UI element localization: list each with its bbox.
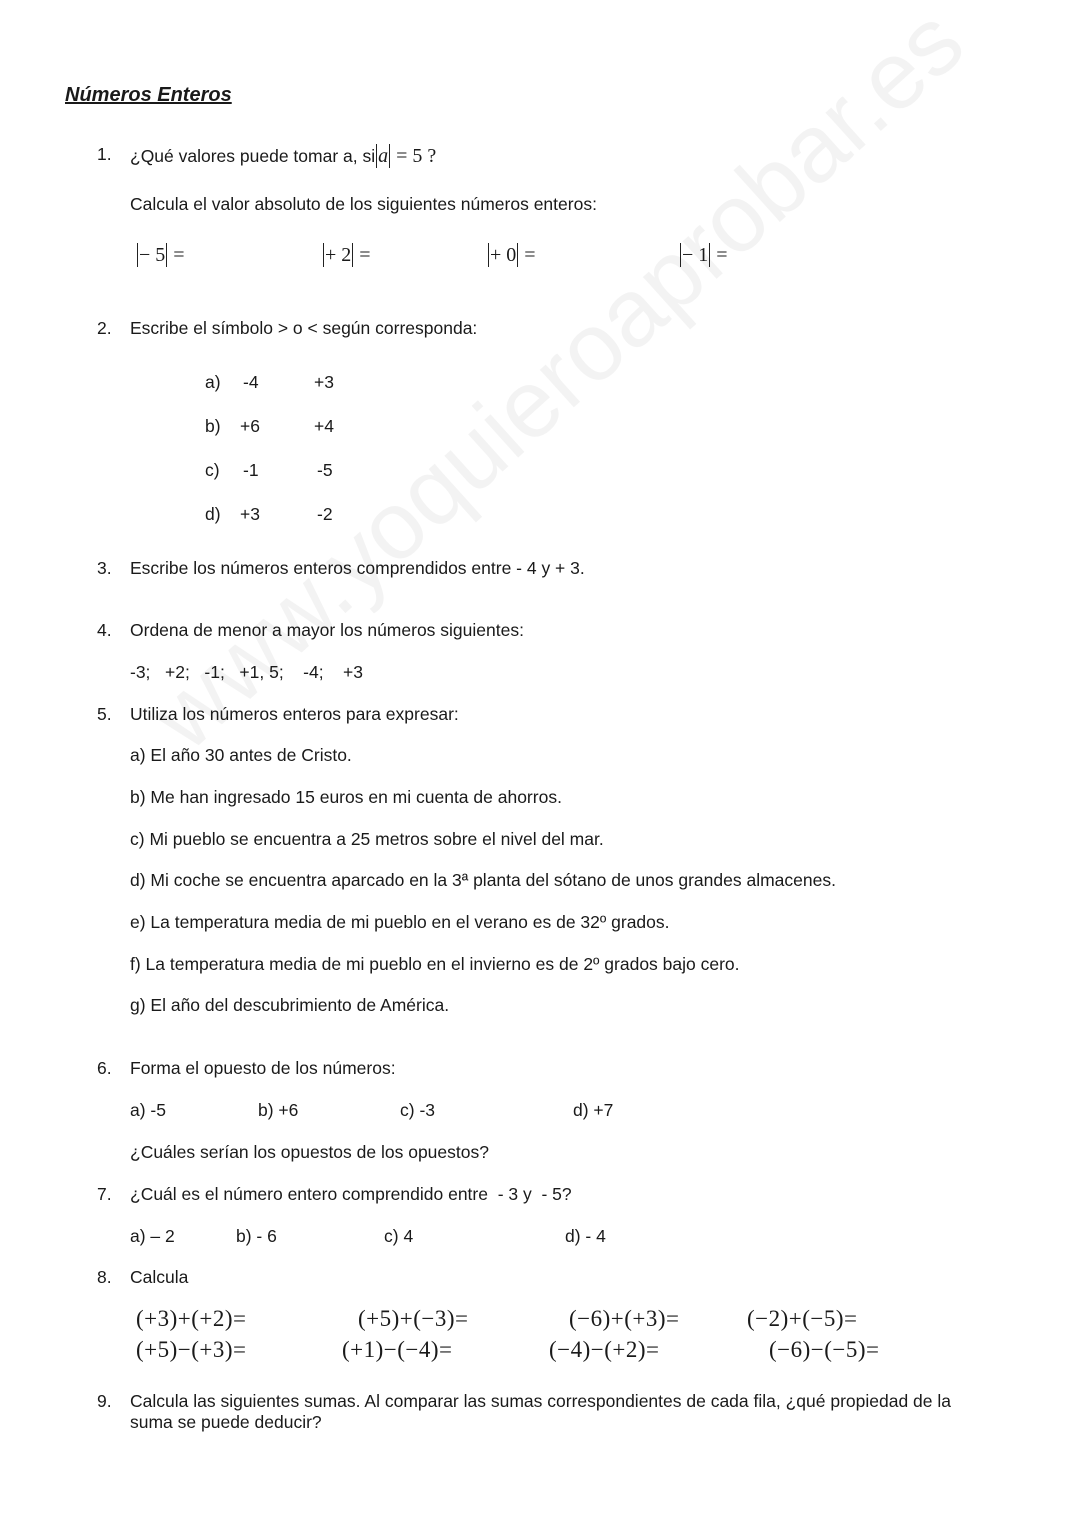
q2-number: 2. <box>97 318 112 338</box>
q6-text: Forma el opuesto de los números: <box>130 1058 396 1078</box>
q2-row-c-left: -1 <box>243 460 259 480</box>
q7-text: ¿Cuál es el número entero comprendido entre - 3 y - 5? <box>130 1184 572 1204</box>
q1-question <box>130 144 436 168</box>
q5-item-a: a) El año 30 antes de Cristo. <box>130 745 352 765</box>
q8-expr-r1-c1: (+3)+(+2)= <box>136 1306 247 1331</box>
q8-expr-r1-c4: (−2)+(−5)= <box>747 1306 858 1331</box>
q4-text: Ordena de menor a mayor los números siguientes: <box>130 620 524 640</box>
q3-text: Escribe los números enteros comprendidos entre - 4 y + 3. <box>130 558 585 578</box>
q7-option-a: a) – 2 <box>130 1226 175 1246</box>
q8-expr-r1-c2: (+5)+(−3)= <box>358 1306 469 1331</box>
q8-expr-r2-c3: (−4)−(+2)= <box>549 1337 660 1362</box>
q7-number: 7. <box>97 1184 112 1204</box>
q5-item-d: d) Mi coche se encuentra aparcado en la 3ª planta del sótano de unos grandes almacenes. <box>130 870 836 890</box>
q2-row-a-right: +3 <box>314 372 334 392</box>
q5-item-b: b) Me han ingresado 15 euros en mi cuenta de ahorros. <box>130 787 562 807</box>
q2-row-c-label: c) <box>205 460 220 480</box>
q1-subtitle: Calcula el valor absoluto de los siguientes números enteros: <box>130 194 597 214</box>
q1-item-1: − 5 = <box>139 244 185 266</box>
q2-row-b-left: +6 <box>240 416 260 436</box>
q5-text: Utiliza los números enteros para expresar: <box>130 704 459 724</box>
q9-text-line1: Calcula las siguientes sumas. Al comparar las sumas correspondientes de cada fila, ¿qué propiedad de la <box>130 1391 952 1411</box>
q6-option-a: a) -5 <box>130 1100 166 1120</box>
q5-item-g: g) El año del descubrimiento de América. <box>130 995 450 1015</box>
q9-text-line2: suma se puede deducir? <box>130 1412 322 1432</box>
q1-item-4: − 1 = <box>682 244 728 266</box>
q4-number: 4. <box>97 620 112 640</box>
q6-option-c: c) -3 <box>400 1100 435 1120</box>
q8-expr-r2-c2: (+1)−(−4)= <box>342 1337 453 1362</box>
q9-number: 9. <box>97 1391 112 1411</box>
q4-number-list: -3; +2; -1; +1, 5; -4; +3 <box>130 662 363 682</box>
q3-number: 3. <box>97 558 112 578</box>
q2-row-c-right: -5 <box>317 460 333 480</box>
q1-text: ¿Qué valores puede tomar a, si <box>130 146 376 166</box>
q2-row-d-label: d) <box>205 504 221 524</box>
q2-row-a-left: -4 <box>243 372 259 392</box>
q1-abs-var: a <box>378 145 389 167</box>
q2-row-d-right: -2 <box>317 504 333 524</box>
q7-option-c: c) 4 <box>384 1226 414 1246</box>
q8-expr-r2-c4: (−6)−(−5)= <box>769 1337 880 1362</box>
q6-subquestion: ¿Cuáles serían los opuestos de los opuestos? <box>130 1142 489 1162</box>
q1-item-3: + 0 = <box>490 244 536 266</box>
q2-row-d-left: +3 <box>240 504 260 524</box>
q7-option-d: d) - 4 <box>565 1226 606 1246</box>
q8-expr-r1-c3: (−6)+(+3)= <box>569 1306 680 1331</box>
q5-item-f: f) La temperatura media de mi pueblo en el invierno es de 2º grados bajo cero. <box>130 954 740 974</box>
q1-abs-rhs: = 5 ? <box>396 145 437 167</box>
page-title: Números Enteros <box>65 84 232 106</box>
q2-row-b-label: b) <box>205 416 221 436</box>
q5-number: 5. <box>97 704 112 724</box>
q2-text: Escribe el símbolo > o < según corresponda: <box>130 318 478 338</box>
q6-option-d: d) +7 <box>573 1100 614 1120</box>
q2-row-a-label: a) <box>205 372 221 392</box>
q6-number: 6. <box>97 1058 112 1078</box>
q1-number: 1. <box>97 144 112 164</box>
q5-item-c: c) Mi pueblo se encuentra a 25 metros sobre el nivel del mar. <box>130 829 604 849</box>
q5-item-e: e) La temperatura media de mi pueblo en el verano es de 32º grados. <box>130 912 670 932</box>
q8-expr-r2-c1: (+5)−(+3)= <box>136 1337 247 1362</box>
q8-number: 8. <box>97 1267 112 1287</box>
q8-text: Calcula <box>130 1267 189 1287</box>
q1-item-2: + 2 = <box>325 244 371 266</box>
q6-option-b: b) +6 <box>258 1100 299 1120</box>
q7-option-b: b) - 6 <box>236 1226 277 1246</box>
q2-row-b-right: +4 <box>314 416 334 436</box>
